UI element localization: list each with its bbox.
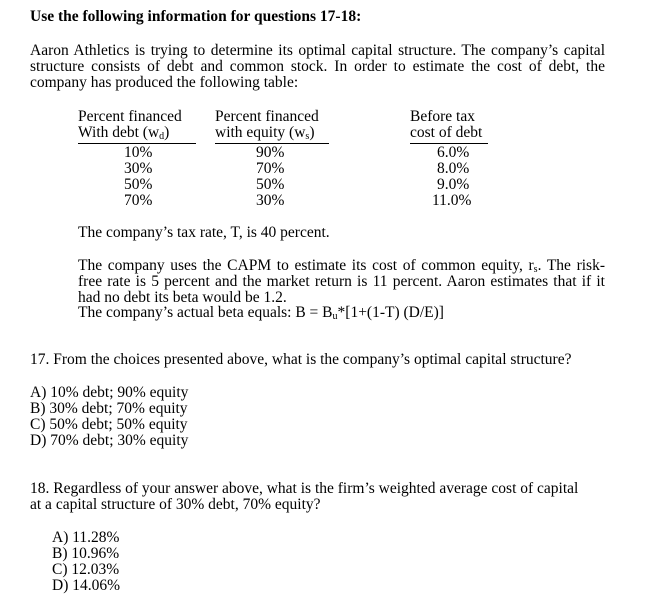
row-2-debt: 30% [124, 160, 153, 177]
q17-choice-a: A) 10% debt; 90% equity [30, 384, 189, 401]
capm-line-3: had no debt its beta would be 1.2. [78, 289, 287, 306]
header-equity-line2: with equity $(w_s)$ [215, 124, 315, 142]
q17-choice-d: D) 70% debt; 30% equity [30, 432, 189, 449]
question-18-line-2: at a capital structure of 30% debt, 70% equity? [30, 496, 321, 513]
intro-line-1: Aaron Athletics is trying to determine its optimal capital structure. The company’s capital [30, 42, 605, 59]
row-1-debt: 10% [124, 144, 153, 161]
row-3-cost: 9.0% [437, 176, 470, 193]
q18-choice-b: B) 10.96% [52, 545, 120, 562]
q17-choice-c: C) 50% debt; 50% equity [30, 416, 188, 433]
intro-line-2: structure consists of debt and common stock. In order to estimate the cost of debt, the [30, 58, 605, 75]
header-debt-line1: Percent financed [78, 108, 182, 125]
beta-formula: The company’s actual beta equals: $B = B_u*[1+(1-T)$ (D/E)] [78, 304, 444, 322]
row-2-cost: 8.0% [437, 160, 470, 177]
question-17: 17. From the choices presented above, what is the company’s optimal capital structure? [30, 351, 572, 368]
tax-rate-text: The company’s tax rate, T, is 40 percent. [78, 224, 330, 241]
row-4-cost: 11.0% [432, 192, 472, 209]
row-3-equity: 50% [256, 176, 285, 193]
q18-choice-a: A) 11.28% [52, 529, 120, 546]
row-1-equity: 90% [256, 144, 285, 161]
header-equity-line1: Percent financed [215, 108, 319, 125]
header-debt-line2: With debt $(w_d)$ [78, 124, 170, 142]
row-3-debt: 50% [124, 176, 153, 193]
section-heading: Use the following information for questions 17-18: [30, 8, 362, 25]
intro-line-3: company has produced the following table: [30, 74, 299, 91]
q18-choice-d: D) 14.06% [52, 577, 121, 594]
q18-choice-c: C) 12.03% [52, 561, 120, 578]
row-4-equity: 30% [256, 192, 285, 209]
capm-line-1: The company uses the CAPM to estimate its cost of common equity, $r_s$. The risk- [78, 257, 605, 275]
capm-line-2: free rate is 5 percent and the market return is 11 percent. Aaron estimates that if it [78, 273, 605, 290]
header-cost-line1: Before tax [410, 108, 475, 125]
row-1-cost: 6.0% [437, 144, 470, 161]
row-4-debt: 70% [124, 192, 153, 209]
q17-choice-b: B) 30% debt; 70% equity [30, 400, 188, 417]
row-2-equity: 70% [256, 160, 285, 177]
question-18-line-1: 18. Regardless of your answer above, what is the firm’s weighted average cost of capital [30, 480, 579, 497]
header-cost-line2: cost of debt [410, 124, 483, 141]
